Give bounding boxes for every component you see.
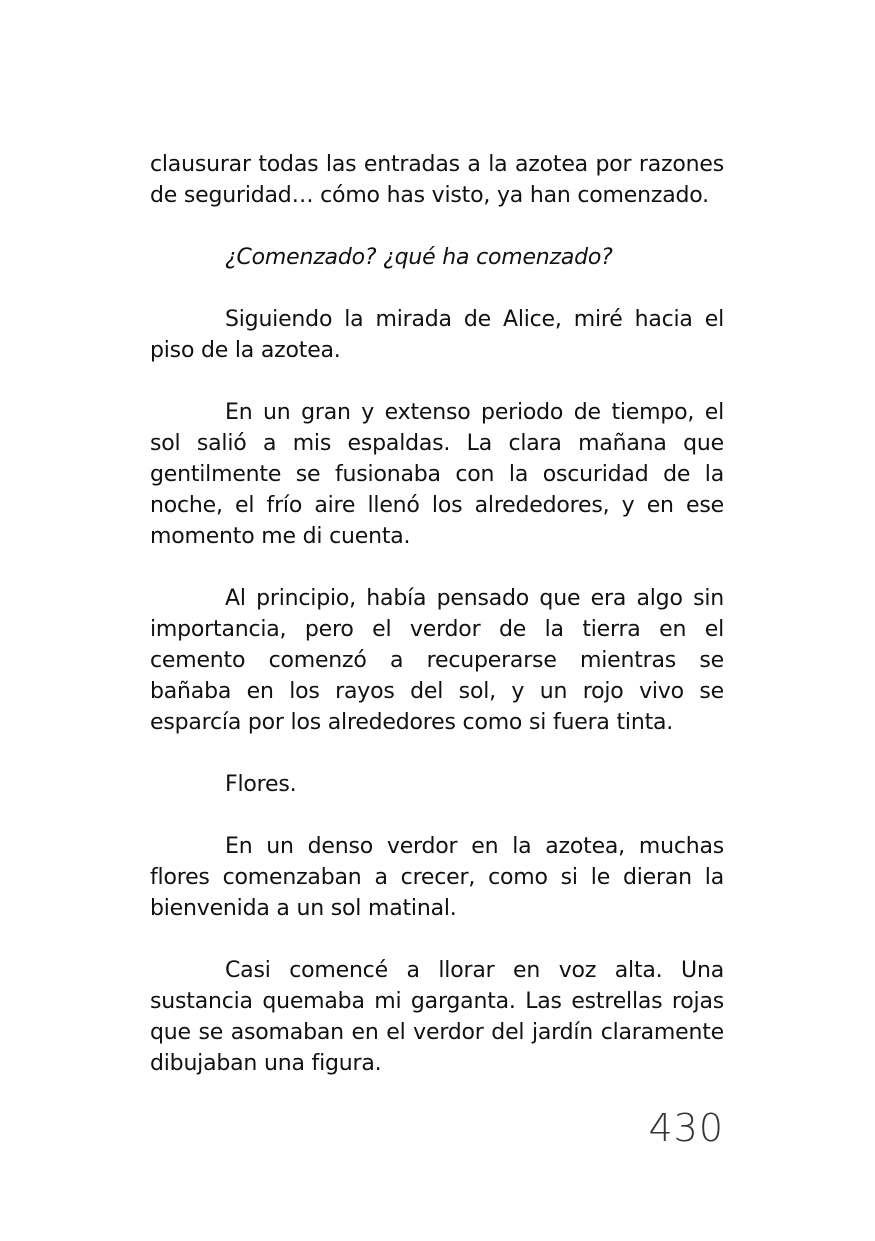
body-text: [150, 149, 724, 1110]
paragraph: En un denso verdor en la azotea, muchas flores comenzaban a crecer, como si le dieran la bienvenida a un sol matinal.: [150, 834, 724, 921]
paragraph: Casi comencé a llorar en voz alta. Una sustancia quemaba mi garganta. Las estrellas rojas que se asomaban en el verdor del jardín claramente dibujaban una figura.: [150, 958, 724, 1076]
page-number: 430: [648, 1106, 724, 1150]
paragraph-thought: ¿Comenzado? ¿qué ha comenzado?: [225, 245, 613, 270]
paragraph: En un gran y extenso periodo de tiempo, el sol salió a mis espaldas. La clara mañana que gentilmente se fusionaba con la oscuridad de la noche, el frío aire llenó los alrededores, y en ese momento me di cuenta.: [150, 400, 724, 549]
paragraph: Al principio, había pensado que era algo sin importancia, pero el verdor de la tierra en el cemento comenzó a recuperarse mientras se bañaba en los rayos del sol, y un rojo vivo se esparcía por los alrededores como si fuera tinta.: [150, 586, 724, 735]
paragraph: Flores.: [225, 772, 297, 797]
paragraph: Siguiendo la mirada de Alice, miré hacia el piso de la azotea.: [150, 307, 724, 363]
paragraph-continuation: clausurar todas las entradas a la azotea por razones de seguridad… cómo has visto, ya han comenzado.: [150, 152, 724, 208]
